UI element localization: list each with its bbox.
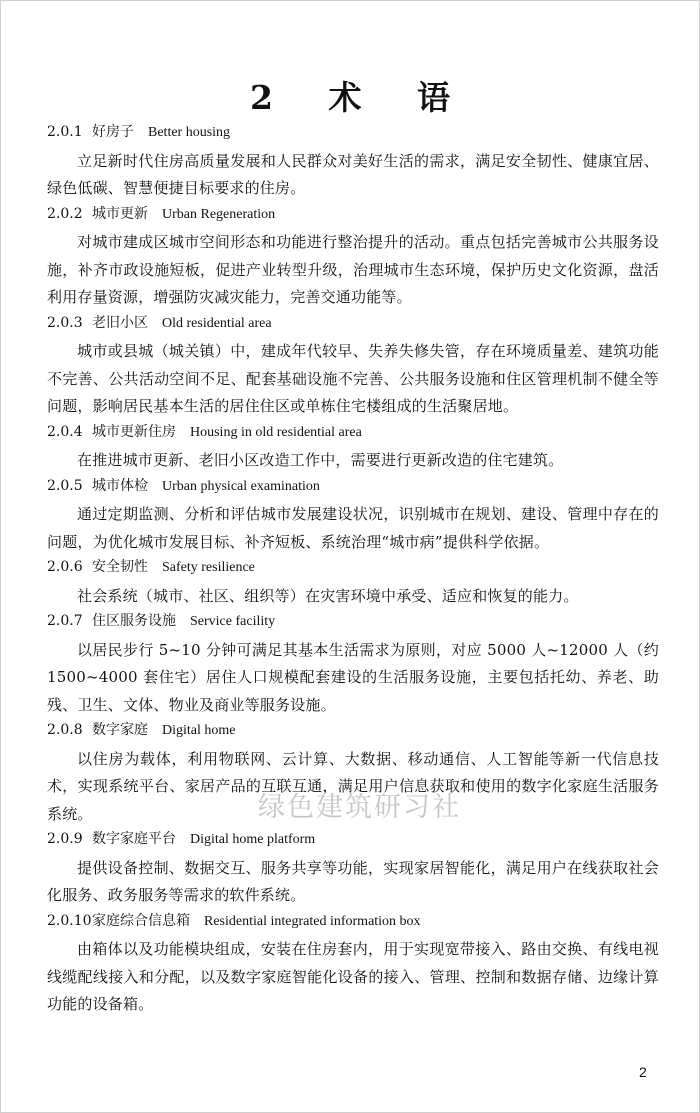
term-entry <box>47 121 659 203</box>
term-en: Urban Regeneration <box>162 206 276 222</box>
term-number: 2.0.1 <box>47 124 83 140</box>
term-definition: 社会系统（城市、社区、组织等）在灾害环境中承受、适应和恢复的能力。 <box>77 586 579 605</box>
term-heading <box>47 610 659 634</box>
term-definition: 提供设备控制、数据交互、服务共享等功能，实现家居智能化，满足用户在线获取社会化服务、政务服务等需求的软件系统。 <box>47 858 659 904</box>
term-cn: 数字家庭平台 <box>92 831 176 847</box>
term-number: 2.0.10 <box>47 912 92 929</box>
term-heading <box>47 121 659 145</box>
term-definition: 对城市建成区城市空间形态和功能进行整治提升的活动。重点包括完善城市公共服务设施，补齐市政设施短板，促进产业转型升级，治理城市生态环境，保护历史文化资源，盘活利用存量资源，增强防灾减灾能力，完善交通功能等。 <box>47 233 659 306</box>
term-en: Housing in old residential area <box>190 424 362 440</box>
term-cn: 住区服务设施 <box>92 613 176 629</box>
term-number: 2.0.4 <box>47 423 83 440</box>
term-cn: 老旧小区 <box>92 314 148 331</box>
term-heading <box>47 312 659 336</box>
term-en: Residential integrated information box <box>204 913 421 929</box>
term-definition: 由箱体以及功能模块组成，安装在住房套内，用于实现宽带接入、路由交换、有线电视线缆配线接入和分配，以及数字家庭智能化设备的接入、管理、控制和数据存储、边缘计算功能的设备箱。 <box>47 940 659 1013</box>
term-definition: 以居民步行 5~10 分钟可满足其基本生活需求为原则，对应 5000 人~12000 人（约 1500~4000 套住宅）居住人口规模配套建设的生活服务设施，主要包括托幼、养老、助残、卫生、文体、物业及商业等服务设施。 <box>47 640 659 714</box>
term-heading <box>47 910 659 934</box>
term-number: 2.0.2 <box>47 205 83 222</box>
term-entry <box>47 910 659 1019</box>
term-definition: 城市或县城（城关镇）中，建成年代较早、失养失修失管，存在环境质量差、建筑功能不完善、公共活动空间不足、配套基础设施不完善、公共服务设施和住区管理机制不健全等问题，影响居民基本生活的居住住区或单栋住宅楼组成的生活聚居地。 <box>47 342 659 415</box>
term-en: Digital home <box>162 723 236 738</box>
term-heading <box>47 719 659 743</box>
term-cn: 好房子 <box>92 124 134 140</box>
term-heading <box>47 421 659 445</box>
term-number: 2.0.6 <box>47 559 83 575</box>
term-number: 2.0.7 <box>47 613 83 629</box>
term-en: Safety resilience <box>162 560 255 575</box>
term-definition: 以住房为载体，利用物联网、云计算、大数据、移动通信、人工智能等新一代信息技术，实现系统平台、家居产品的互联互通，满足用户信息获取和使用的数字化家庭生活服务系统。 <box>47 749 659 823</box>
term-cn: 城市更新 <box>92 205 148 222</box>
term-entry <box>47 312 659 421</box>
term-entry <box>47 719 659 828</box>
term-entry <box>47 556 659 610</box>
terms-list <box>47 121 659 1019</box>
term-cn: 数字家庭 <box>92 722 148 738</box>
term-entry <box>47 421 659 475</box>
section-title: 2 术 语 <box>250 78 472 117</box>
term-heading <box>47 203 659 227</box>
term-number: 2.0.5 <box>47 477 83 494</box>
term-heading <box>47 556 659 580</box>
term-entry <box>47 610 659 719</box>
term-cn: 城市体检 <box>92 477 148 494</box>
term-entry <box>47 475 659 557</box>
term-heading <box>47 475 659 499</box>
term-heading <box>47 828 659 852</box>
term-entry <box>47 828 659 910</box>
term-cn: 城市更新住房 <box>92 423 176 440</box>
page-number: 2 <box>639 1064 647 1080</box>
term-entry <box>47 203 659 312</box>
term-number: 2.0.3 <box>47 314 83 331</box>
term-cn: 家庭综合信息箱 <box>92 912 190 929</box>
term-definition: 立足新时代住房高质量发展和人民群众对美好生活的需求，满足安全韧性、健康宜居、绿色低碳、智慧便捷目标要求的住房。 <box>47 151 659 197</box>
term-number: 2.0.8 <box>47 722 83 738</box>
watermark: 绿色建筑研习社 <box>258 792 461 823</box>
term-en: Service facility <box>190 614 276 629</box>
term-en: Old residential area <box>162 315 272 331</box>
term-definition: 在推进城市更新、老旧小区改造工作中，需要进行更新改造的住宅建筑。 <box>77 451 564 469</box>
term-en: Digital home platform <box>190 832 316 847</box>
term-cn: 安全韧性 <box>92 559 148 575</box>
term-en: Urban physical examination <box>162 478 320 494</box>
term-number: 2.0.9 <box>47 831 83 847</box>
term-en: Better housing <box>148 125 231 140</box>
term-definition: 通过定期监测、分析和评估城市发展建设状况，识别城市在规划、建设、管理中存在的问题，为优化城市发展目标、补齐短板、系统治理“城市病”提供科学依据。 <box>47 505 659 551</box>
